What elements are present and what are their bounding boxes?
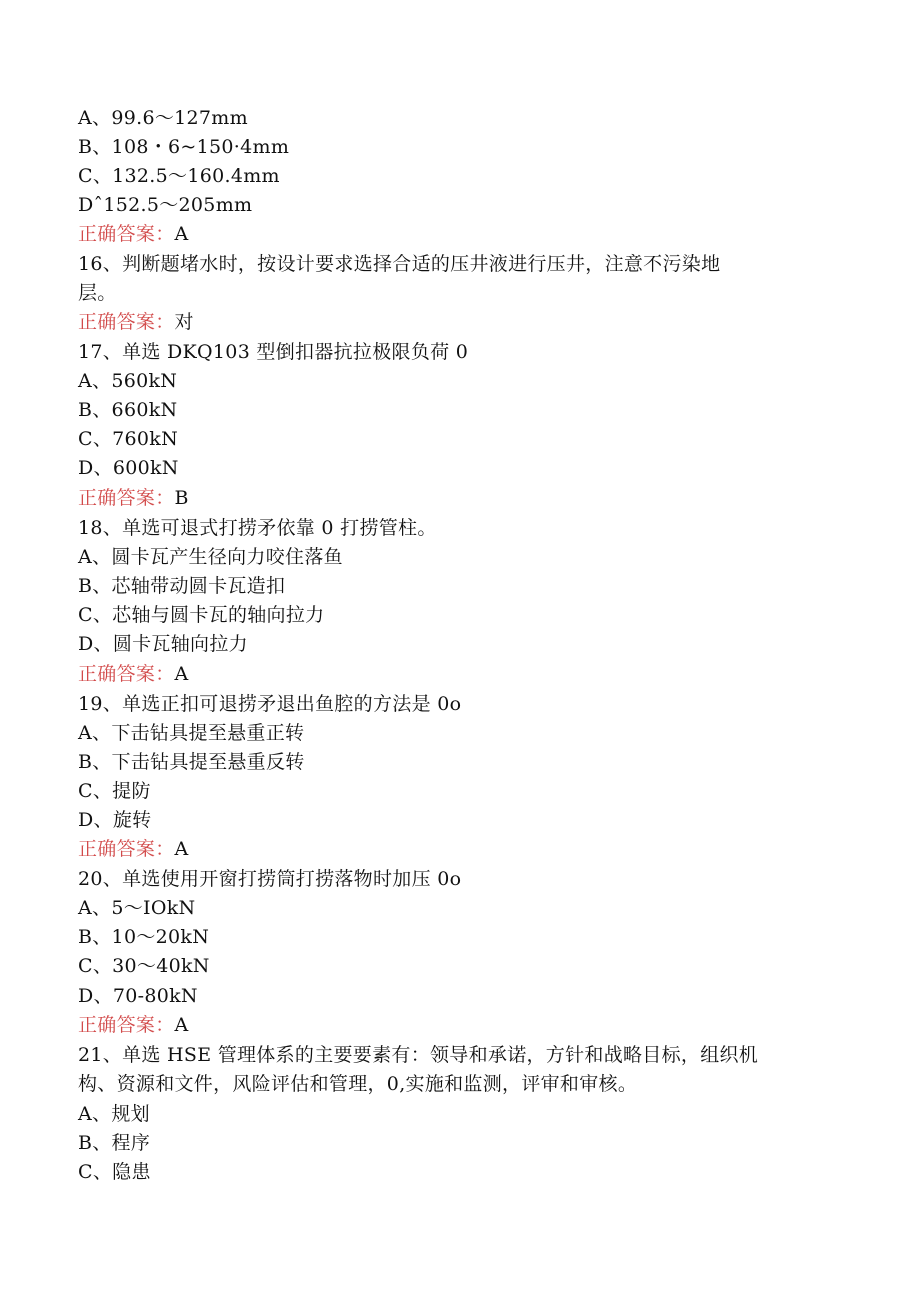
q20-answer (78, 1013, 189, 1037)
q19-option-b: B、下击钻具提至悬重反转 (78, 751, 305, 773)
q17-option-d: D、600kN (78, 457, 179, 479)
q15-answer (78, 222, 189, 246)
q16-question-line2: 层。 (78, 282, 117, 304)
q20-question: 20、单选使用开窗打捞筒打捞落物时加压 0o (78, 868, 462, 890)
q19-option-a: A、下击钻具提至悬重正转 (78, 722, 305, 744)
q18-option-d: D、圆卡瓦轴向拉力 (78, 633, 248, 655)
answer-label: 正确答案： (78, 663, 175, 685)
q19-option-d: D、旋转 (78, 809, 152, 831)
q21-question-line2: 构、资源和文件，风险评估和管理，0,实施和监测，评审和审核。 (78, 1073, 638, 1095)
answer-value: A (174, 1014, 189, 1036)
q15-option-d: Dˆ152.5～205mm (78, 194, 253, 216)
q18-option-c: C、芯轴与圆卡瓦的轴向拉力 (78, 604, 325, 626)
q20-option-b: B、10～20kN (78, 926, 210, 948)
q20-option-d: D、70-80kN (78, 985, 198, 1007)
q21-option-b: B、程序 (78, 1132, 151, 1154)
answer-label: 正确答案： (78, 311, 175, 333)
q17-option-b: B、660kN (78, 399, 178, 421)
q16-answer (78, 310, 194, 334)
q15-option-b: B、108・6~150·4mm (78, 136, 290, 158)
q17-question: 17、单选 DKQ103 型倒扣器抗拉极限负荷 0 (78, 341, 469, 363)
answer-label: 正确答案： (78, 223, 175, 245)
q18-answer (78, 662, 189, 686)
q17-option-a: A、560kN (78, 370, 178, 392)
q17-option-c: C、760kN (78, 428, 179, 450)
q19-answer (78, 837, 189, 861)
q17-answer (78, 486, 189, 510)
q18-question: 18、单选可退式打捞矛依靠 0 打捞管柱。 (78, 517, 437, 539)
answer-label: 正确答案： (78, 487, 175, 509)
answer-label: 正确答案： (78, 1014, 175, 1036)
q18-option-b: B、芯轴带动圆卡瓦造扣 (78, 575, 286, 597)
q18-option-a: A、圆卡瓦产生径向力咬住落鱼 (78, 546, 343, 568)
answer-value: A (174, 663, 189, 685)
q15-option-a: A、99.6～127mm (78, 107, 248, 129)
answer-label: 正确答案： (78, 838, 175, 860)
answer-value: B (174, 487, 189, 509)
q20-option-a: A、5～IOkN (78, 897, 196, 919)
q20-option-c: C、30～40kN (78, 955, 210, 977)
q19-question: 19、单选正扣可退捞矛退出鱼腔的方法是 0o (78, 693, 462, 715)
q19-option-c: C、提防 (78, 780, 151, 802)
q16-question-line1: 16、判断题堵水时，按设计要求选择合适的压井液进行压井，注意不污染地 (78, 253, 721, 275)
q21-question-line1: 21、单选 HSE 管理体系的主要要素有：领导和承诺，方针和战略目标，组织机 (78, 1044, 759, 1066)
q21-option-a: A、规划 (78, 1103, 150, 1125)
answer-value: A (174, 223, 189, 245)
q15-option-c: C、132.5～160.4mm (78, 165, 280, 187)
answer-value: A (174, 838, 189, 860)
q21-option-c: C、隐患 (78, 1161, 151, 1183)
answer-value: 对 (174, 311, 194, 333)
